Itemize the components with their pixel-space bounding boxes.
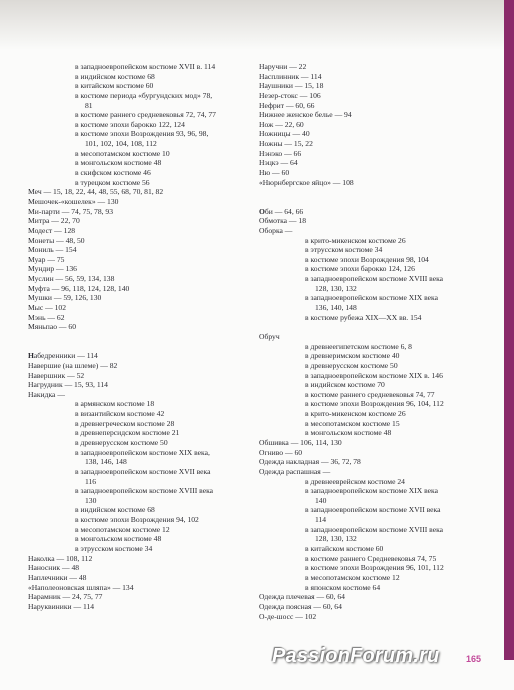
- index-subentry: 136, 140, 148: [315, 303, 357, 313]
- index-subentry: в месопотамском костюме 15: [305, 418, 400, 428]
- index-entry: Наколка — 108, 112: [28, 553, 93, 563]
- index-subentry: в крито-микенском костюме 26: [305, 409, 406, 419]
- index-entry: Одежда плечевая — 60, 64: [259, 592, 345, 602]
- index-entry: Набедренники — 114: [28, 351, 98, 361]
- index-subentry: в западноевропейском костюме XIX века: [305, 486, 438, 496]
- index-subentry: в западноевропейском костюме XIX в. 146: [305, 370, 443, 380]
- index-entry: Муар — 75: [28, 254, 65, 264]
- index-subentry: 114: [315, 515, 327, 525]
- index-entry: Наносник — 48: [28, 563, 80, 573]
- index-subentry: 116: [85, 476, 97, 486]
- index-entry: Одежда поясная — 60, 64: [259, 601, 342, 611]
- index-subentry: в костюме эпохи Возрождения 98, 104: [305, 254, 429, 264]
- index-subentry: в месопотамском костюме 10: [75, 148, 170, 158]
- index-entry: Ми-парти — 74, 75, 78, 93: [28, 206, 114, 216]
- index-entry: Меч — 15, 18, 22, 44, 48, 55, 68, 70, 81, 82: [28, 187, 164, 197]
- index-subentry: в древнерусском костюме 50: [75, 437, 168, 447]
- accent-bar: [504, 0, 514, 660]
- index-entry: Нарамник — 24, 75, 77: [28, 592, 103, 602]
- index-subentry: в костюме эпохи Возрождения 96, 104, 112: [305, 399, 444, 409]
- index-column-left: [28, 62, 253, 612]
- index-subentry: в турецком костюме 56: [75, 177, 150, 187]
- index-entry: «Наполеоновская шляпа» — 134: [28, 582, 134, 592]
- spacer: [259, 197, 497, 207]
- index-subentry: в костюме раннего Средневековья 74, 75: [305, 553, 437, 563]
- index-subentry: 128, 130, 132: [315, 534, 357, 544]
- index-subentry: в индийском костюме 70: [305, 380, 385, 390]
- index-entry: Муфта — 96, 118, 124, 128, 140: [28, 283, 130, 293]
- index-subentry: в костюме эпохи Возрождения 96, 101, 112: [305, 563, 444, 573]
- index-entry: Обшивка — 106, 114, 130: [259, 437, 342, 447]
- index-entry: Ню — 60: [259, 168, 290, 178]
- spacer: [259, 322, 497, 332]
- index-entry: Обмотка — 18: [259, 216, 307, 226]
- index-subentry: в монгольском костюме 48: [305, 428, 392, 438]
- index-subentry: в монгольском костюме 48: [75, 534, 162, 544]
- index-subentry: в западноевропейском костюме XIX века,: [75, 447, 210, 457]
- index-column-right: [259, 62, 497, 621]
- index-subentry: в древнееврейском костюме 24: [305, 476, 405, 486]
- index-entry: Митра — 22, 70: [28, 216, 80, 226]
- index-subentry: в византийском костюме 42: [75, 409, 165, 419]
- index-subentry: в индийском костюме 68: [75, 71, 155, 81]
- index-subentry: в костюме раннего средневековья 74, 77: [305, 389, 435, 399]
- index-subentry: в западноевропейском костюме XVII века: [75, 466, 211, 476]
- index-subentry: в костюме рубежа XIX—XX вв. 154: [305, 312, 422, 322]
- index-subentry: 128, 130, 132: [315, 283, 357, 293]
- index-subentry: в западноевропейском костюме XVIII века: [305, 524, 444, 534]
- index-entry: Ножницы — 40: [259, 129, 310, 139]
- index-entry: Накидка —: [28, 389, 65, 399]
- index-entry: Навершник — 52: [28, 370, 85, 380]
- index-entry: Оборка —: [259, 225, 293, 235]
- index-subentry: в японском костюме 64: [305, 582, 381, 592]
- index-entry: Мундир — 136: [28, 264, 77, 274]
- index-entry: Мушки — 59, 126, 130: [28, 293, 102, 303]
- index-subentry: в костюме периода «бургундских мод» 78,: [75, 90, 213, 100]
- index-subentry: в древнеперсидском костюме 21: [75, 428, 180, 438]
- index-subentry: 140: [315, 495, 327, 505]
- index-subentry: в этрусском костюме 34: [75, 544, 153, 554]
- index-subentry: в этрусском костюме 34: [305, 245, 383, 255]
- spacer: [259, 187, 497, 197]
- index-entry: Незер-стокс — 106: [259, 90, 321, 100]
- index-subentry: 138, 146, 148: [85, 457, 127, 467]
- index-subentry: в китайском костюме 60: [305, 544, 384, 554]
- index-subentry: в скифском костюме 46: [75, 168, 151, 178]
- index-subentry: в монгольском костюме 48: [75, 158, 162, 168]
- index-entry: Насплинник — 114: [259, 71, 322, 81]
- section-letter: О: [259, 206, 265, 216]
- index-subentry: в костюме эпохи барокко 122, 124: [75, 119, 185, 129]
- index-subentry: в западноевропейском костюме XVIII века: [75, 486, 214, 496]
- index-entry: Нагрудник — 15, 93, 114: [28, 380, 108, 390]
- index-entry: Навершие (на шлеме) — 82: [28, 360, 118, 370]
- index-subentry: в западноевропейском костюме XVII в. 114: [75, 62, 216, 71]
- index-entry: Ножны — 15, 22: [259, 139, 313, 149]
- index-entry: Муслин — 56, 59, 134, 138: [28, 274, 115, 284]
- index-subentry: в западноевропейском костюме XVII века: [305, 505, 441, 515]
- index-subentry: в древнеримском костюме 40: [305, 351, 400, 361]
- index-entry: Наплечники — 48: [28, 572, 87, 582]
- index-subentry: в индийском костюме 68: [75, 505, 155, 515]
- index-entry: Нижнее женское белье — 94: [259, 110, 352, 120]
- index-subentry: в костюме эпохи барокко 124, 126: [305, 264, 415, 274]
- index-subentry: в костюме эпохи Возрождения 93, 96, 98,: [75, 129, 209, 139]
- index-entry: Нэнэко — 66: [259, 148, 302, 158]
- section-letter: Н: [28, 351, 34, 361]
- index-subentry: в китайском костюме 60: [75, 81, 154, 91]
- index-entry: Мэнь — 62: [28, 312, 65, 322]
- index-entry: «Нюрнбергское яйцо» — 108: [259, 177, 354, 187]
- index-entry: Монеты — 48, 50: [28, 235, 85, 245]
- index-entry: Нож — 22, 60: [259, 119, 304, 129]
- index-subentry: в крито-микенском костюме 26: [305, 235, 406, 245]
- index-subentry: в месопотамском костюме 12: [75, 524, 170, 534]
- index-entry: Одежда распашная —: [259, 466, 331, 476]
- index-entry: Мяньпао — 60: [28, 322, 76, 332]
- index-entry: Оби — 64, 66: [259, 206, 304, 216]
- spacer: [28, 332, 253, 342]
- index-subentry: в армянском костюме 18: [75, 399, 155, 409]
- index-subentry: в западноевропейском костюме XIX века: [305, 293, 438, 303]
- index-subentry: в костюме эпохи Возрождения 94, 102: [75, 515, 199, 525]
- index-subentry: 101, 102, 104, 108, 112: [85, 139, 157, 149]
- index-entry: Наруквиники — 114: [28, 601, 95, 611]
- index-subentry: 130: [85, 495, 97, 505]
- index-entry: Нэцкэ — 64: [259, 158, 298, 168]
- index-subentry: в древнерусском костюме 50: [305, 360, 398, 370]
- index-entry: Огниво — 60: [259, 447, 303, 457]
- index-entry: Мыс — 102: [28, 303, 67, 313]
- top-shadow: [0, 0, 514, 50]
- index-subentry: в древнеегипетском костюме 6, 8: [305, 341, 412, 351]
- page-number: 165: [466, 654, 482, 664]
- index-entry: Нефрит — 60, 66: [259, 100, 315, 110]
- index-entry: Обруч: [259, 331, 280, 341]
- index-subentry: в западноевропейском костюме XVIII века: [305, 274, 444, 284]
- index-entry: Мониль — 154: [28, 245, 77, 255]
- index-entry: Модест — 128: [28, 225, 76, 235]
- watermark-text: PassionForum.ru: [272, 645, 440, 667]
- index-subentry: 81: [85, 100, 93, 110]
- index-entry: О-де-шосс — 102: [259, 611, 317, 621]
- index-entry: Наручни — 22: [259, 62, 307, 71]
- index-entry: Мешочек-«кошелек» — 130: [28, 196, 119, 206]
- spacer: [28, 342, 253, 352]
- index-subentry: в костюме раннего средневековья 72, 74, 77: [75, 110, 216, 120]
- index-entry: Наушники — 15, 18: [259, 81, 324, 91]
- index-subentry: в древнегреческом костюме 28: [75, 418, 175, 428]
- index-subentry: в месопотамском костюме 12: [305, 572, 400, 582]
- index-entry: Одежда накладная — 36, 72, 78: [259, 457, 361, 467]
